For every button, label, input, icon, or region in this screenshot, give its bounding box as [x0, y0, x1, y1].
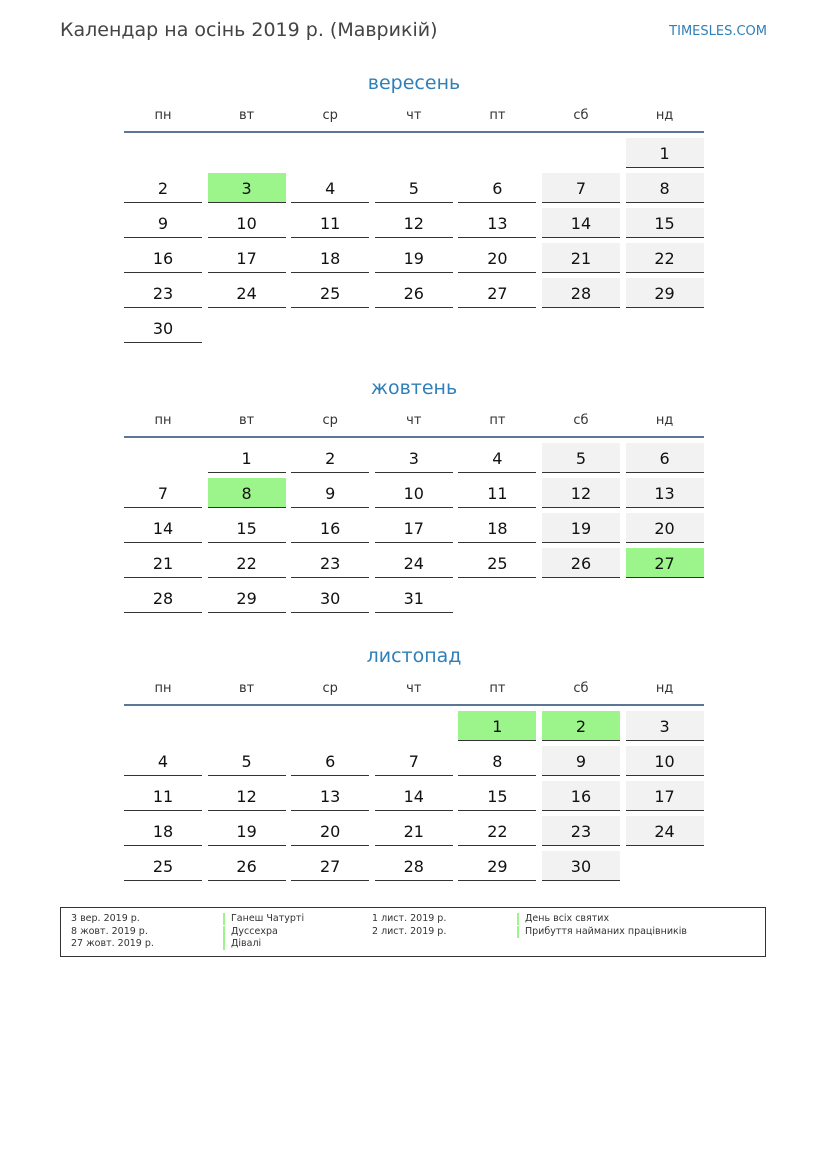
empty-day-cell: [124, 443, 202, 473]
legend-date: 8 жовт. 2019 р.: [71, 926, 148, 937]
day-cell: 21: [375, 816, 453, 846]
empty-day-cell: [124, 138, 202, 168]
day-cell: 25: [291, 278, 369, 308]
weekday-header: [124, 411, 704, 438]
day-cell: 18: [458, 513, 536, 543]
legend-name: Ганеш Чатурті: [223, 913, 304, 925]
day-cell: 10: [208, 208, 286, 238]
legend-name: Дуссехра: [223, 926, 278, 938]
empty-day-cell: [626, 583, 704, 613]
empty-day-cell: [375, 313, 453, 343]
legend-item: [372, 926, 752, 938]
weekend-day-cell: 20: [626, 513, 704, 543]
legend-item: [71, 938, 411, 950]
day-cell: 26: [208, 851, 286, 881]
day-cell: 21: [124, 548, 202, 578]
holiday-day-cell: 1: [458, 711, 536, 741]
weekday-label: нд: [655, 681, 674, 696]
empty-day-cell: [375, 138, 453, 168]
day-grid: [124, 138, 704, 343]
holiday-legend: [60, 907, 766, 957]
day-cell: 30: [124, 313, 202, 343]
day-cell: 17: [208, 243, 286, 273]
empty-day-cell: [291, 711, 369, 741]
empty-day-cell: [542, 313, 620, 343]
holiday-day-cell: 8: [208, 478, 286, 508]
weekend-day-cell: 13: [626, 478, 704, 508]
empty-day-cell: [208, 138, 286, 168]
day-cell: 31: [375, 583, 453, 613]
day-cell: 24: [375, 548, 453, 578]
legend-item: [71, 913, 411, 925]
day-cell: 20: [458, 243, 536, 273]
site-link[interactable]: TIMESLES.COM: [669, 24, 767, 39]
day-cell: 9: [124, 208, 202, 238]
weekend-day-cell: 26: [542, 548, 620, 578]
day-cell: 6: [291, 746, 369, 776]
weekend-day-cell: 21: [542, 243, 620, 273]
month-september: [124, 70, 704, 343]
day-cell: 30: [291, 583, 369, 613]
day-cell: 2: [124, 173, 202, 203]
day-cell: 11: [458, 478, 536, 508]
empty-day-cell: [208, 711, 286, 741]
weekday-label: ср: [322, 108, 338, 123]
day-cell: 22: [208, 548, 286, 578]
weekday-label: сб: [573, 681, 589, 696]
empty-day-cell: [542, 583, 620, 613]
day-grid: [124, 443, 704, 613]
day-cell: 29: [458, 851, 536, 881]
weekday-label: чт: [406, 413, 422, 428]
weekend-day-cell: 8: [626, 173, 704, 203]
weekend-day-cell: 5: [542, 443, 620, 473]
weekend-day-cell: 23: [542, 816, 620, 846]
day-grid: [124, 711, 704, 881]
day-cell: 2: [291, 443, 369, 473]
weekend-day-cell: 9: [542, 746, 620, 776]
day-cell: 1: [208, 443, 286, 473]
day-cell: 4: [458, 443, 536, 473]
weekday-label: вт: [238, 108, 255, 123]
weekend-day-cell: 7: [542, 173, 620, 203]
day-cell: 14: [375, 781, 453, 811]
day-cell: 7: [375, 746, 453, 776]
day-cell: 5: [208, 746, 286, 776]
weekday-label: вт: [238, 681, 255, 696]
day-cell: 7: [124, 478, 202, 508]
day-cell: 9: [291, 478, 369, 508]
weekend-day-cell: 14: [542, 208, 620, 238]
day-cell: 25: [124, 851, 202, 881]
day-cell: 28: [375, 851, 453, 881]
weekday-label: чт: [406, 108, 422, 123]
day-cell: 26: [375, 278, 453, 308]
empty-day-cell: [458, 313, 536, 343]
weekday-label: пт: [489, 108, 506, 123]
day-cell: 22: [458, 816, 536, 846]
month-title: жовтень: [370, 377, 458, 399]
legend-item: [71, 926, 411, 938]
holiday-day-cell: 3: [208, 173, 286, 203]
day-cell: 12: [375, 208, 453, 238]
day-cell: 23: [291, 548, 369, 578]
weekday-header: [124, 679, 704, 706]
day-cell: 29: [208, 583, 286, 613]
empty-day-cell: [626, 313, 704, 343]
weekday-label: ср: [322, 681, 338, 696]
weekday-label: сб: [573, 413, 589, 428]
legend-date: 27 жовт. 2019 р.: [71, 938, 154, 949]
weekend-day-cell: 1: [626, 138, 704, 168]
weekday-label: пт: [489, 413, 506, 428]
empty-day-cell: [124, 711, 202, 741]
weekday-label: пн: [154, 413, 172, 428]
weekday-label: нд: [655, 108, 674, 123]
day-cell: 16: [124, 243, 202, 273]
legend-name: Прибуття найманих працівників: [517, 926, 687, 938]
day-cell: 18: [291, 243, 369, 273]
weekday-label: нд: [655, 413, 674, 428]
empty-day-cell: [542, 138, 620, 168]
empty-day-cell: [458, 138, 536, 168]
day-cell: 18: [124, 816, 202, 846]
day-cell: 17: [375, 513, 453, 543]
day-cell: 13: [291, 781, 369, 811]
weekend-day-cell: 17: [626, 781, 704, 811]
day-cell: 15: [208, 513, 286, 543]
legend-date: 2 лист. 2019 р.: [372, 926, 447, 937]
day-cell: 3: [375, 443, 453, 473]
day-cell: 27: [291, 851, 369, 881]
day-cell: 19: [375, 243, 453, 273]
weekday-label: сб: [573, 108, 589, 123]
day-cell: 11: [124, 781, 202, 811]
empty-day-cell: [208, 313, 286, 343]
empty-day-cell: [626, 851, 704, 881]
weekend-day-cell: 24: [626, 816, 704, 846]
weekday-label: чт: [406, 681, 422, 696]
weekend-day-cell: 29: [626, 278, 704, 308]
weekend-day-cell: 19: [542, 513, 620, 543]
day-cell: 27: [458, 278, 536, 308]
day-cell: 19: [208, 816, 286, 846]
empty-day-cell: [458, 583, 536, 613]
month-october: [124, 375, 704, 613]
weekday-header: [124, 106, 704, 133]
day-cell: 11: [291, 208, 369, 238]
weekend-day-cell: 22: [626, 243, 704, 273]
day-cell: 4: [124, 746, 202, 776]
day-cell: 10: [375, 478, 453, 508]
weekend-day-cell: 16: [542, 781, 620, 811]
day-cell: 13: [458, 208, 536, 238]
day-cell: 25: [458, 548, 536, 578]
weekend-day-cell: 15: [626, 208, 704, 238]
day-cell: 12: [208, 781, 286, 811]
day-cell: 4: [291, 173, 369, 203]
day-cell: 24: [208, 278, 286, 308]
day-cell: 15: [458, 781, 536, 811]
holiday-day-cell: 2: [542, 711, 620, 741]
day-cell: 14: [124, 513, 202, 543]
holiday-day-cell: 27: [626, 548, 704, 578]
weekday-label: ср: [322, 413, 338, 428]
day-cell: 20: [291, 816, 369, 846]
weekday-label: пн: [154, 681, 172, 696]
weekend-day-cell: 28: [542, 278, 620, 308]
day-cell: 28: [124, 583, 202, 613]
legend-date: 1 лист. 2019 р.: [372, 913, 447, 924]
weekend-day-cell: 10: [626, 746, 704, 776]
weekday-label: вт: [238, 413, 255, 428]
empty-day-cell: [291, 313, 369, 343]
legend-item: [372, 913, 752, 925]
day-cell: 16: [291, 513, 369, 543]
empty-day-cell: [375, 711, 453, 741]
day-cell: 23: [124, 278, 202, 308]
page-title: Календар на осінь 2019 р. (Маврикій): [60, 19, 438, 41]
day-cell: 5: [375, 173, 453, 203]
weekend-day-cell: 6: [626, 443, 704, 473]
day-cell: 6: [458, 173, 536, 203]
legend-name: День всіх святих: [517, 913, 609, 925]
weekend-day-cell: 30: [542, 851, 620, 881]
legend-date: 3 вер. 2019 р.: [71, 913, 140, 924]
month-title: листопад: [366, 645, 462, 667]
weekday-label: пн: [154, 108, 172, 123]
weekend-day-cell: 12: [542, 478, 620, 508]
month-november: [124, 643, 704, 881]
month-title: вересень: [367, 72, 461, 94]
weekend-day-cell: 3: [626, 711, 704, 741]
empty-day-cell: [291, 138, 369, 168]
legend-name: Дівалі: [223, 938, 261, 950]
day-cell: 8: [458, 746, 536, 776]
weekday-label: пт: [489, 681, 506, 696]
